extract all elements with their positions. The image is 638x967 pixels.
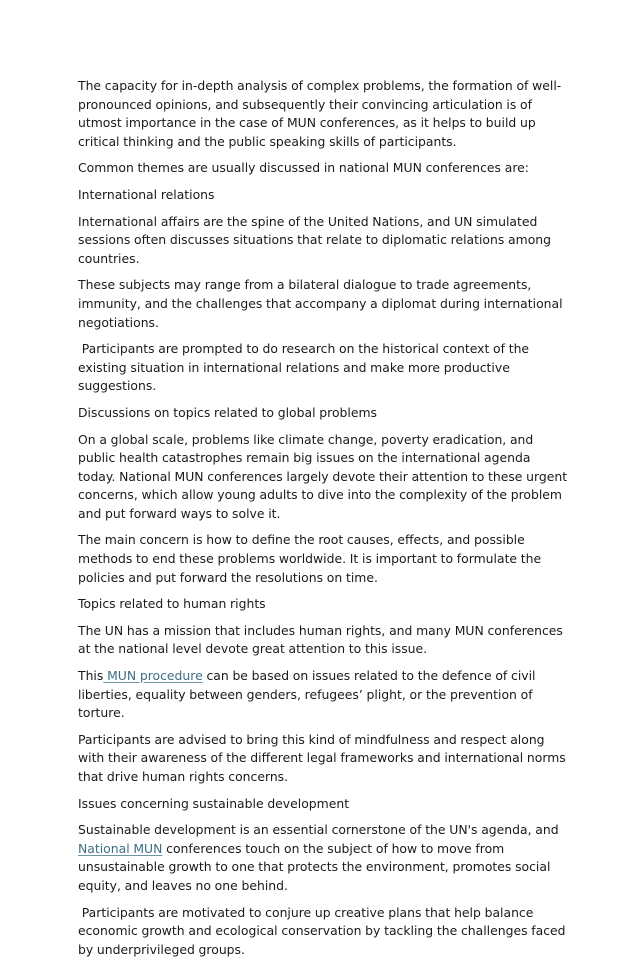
paragraph-sustainable xyxy=(78,821,568,895)
national-mun-link[interactable]: National MUN xyxy=(78,840,163,856)
paragraph-main-concern: The main concern is how to define the root causes, effects, and possible methods to end these problems worldwide. It is important to formulate the policies and put forward the resolutions on time. xyxy=(78,532,542,585)
paragraph-global-scale: On a global scale, problems like climate change, poverty eradication, and public health catastrophes remain big issues on the international agenda today. National MUN conferences largely devote their attention to these urgent concerns, which allow young adults to dive into the complexity of the problem and put forward ways to solve it. xyxy=(78,431,568,521)
paragraph-international-affairs: International affairs are the spine of the United Nations, and UN simulated sessions often discusses situations that relate to diplomatic relations among countries. xyxy=(78,213,552,266)
paragraph-mun-procedure xyxy=(78,667,568,723)
mun-procedure-link[interactable]: MUN procedure xyxy=(103,668,203,684)
paragraph-un-mission: The UN has a mission that includes human rights, and many MUN conferences at the national level devote great attention to this issue. xyxy=(78,622,563,657)
paragraph-common-themes: Common themes are usually discussed in national MUN conferences are: xyxy=(78,160,529,176)
text-this: This xyxy=(78,668,104,684)
text-procedure-rest: can be based on issues related to the defence of civil liberties, equality between genders, refugees’ plight, or the prevention of torture. xyxy=(78,668,540,721)
paragraph-subjects-range: These subjects may range from a bilateral dialogue to trade agreements, immunity, and the challenges that accompany a diplomat during international negotiations. xyxy=(78,277,563,330)
paragraph-mindfulness: Participants are advised to bring this kind of mindfulness and respect along with their awareness of the different legal frameworks and international norms that drive human rights concerns. xyxy=(78,731,566,784)
heading-sustainable-development: Issues concerning sustainable development xyxy=(78,795,350,811)
text-sustainable-rest: conferences touch on the subject of how to move from unsustainable growth to one that protects the environment, promotes social equity, and leaves no one behind. xyxy=(78,840,551,893)
heading-human-rights: Topics related to human rights xyxy=(78,596,266,612)
document-body xyxy=(78,77,568,967)
paragraph-participants-research: Participants are prompted to do research on the historical context of the existing situation in international relations and make more productive suggestions. xyxy=(78,341,533,394)
paragraph-intro: The capacity for in-depth analysis of complex problems, the formation of well-pronounced opinions, and subsequently their convincing articulation is of utmost importance in the case of MUN conferences, as it helps to build up critical thinking and the public speaking skills of participants. xyxy=(78,78,562,149)
heading-international-relations: International relations xyxy=(78,186,215,202)
heading-global-problems: Discussions on topics related to global problems xyxy=(78,404,378,420)
paragraph-participants-creative: Participants are motivated to conjure up creative plans that help balance economic growth and ecological conservation by tackling the challenges faced by underprivileged groups. xyxy=(78,904,570,957)
text-sustainable-start: Sustainable development is an essential cornerstone of the UN's agenda, and xyxy=(78,822,559,838)
